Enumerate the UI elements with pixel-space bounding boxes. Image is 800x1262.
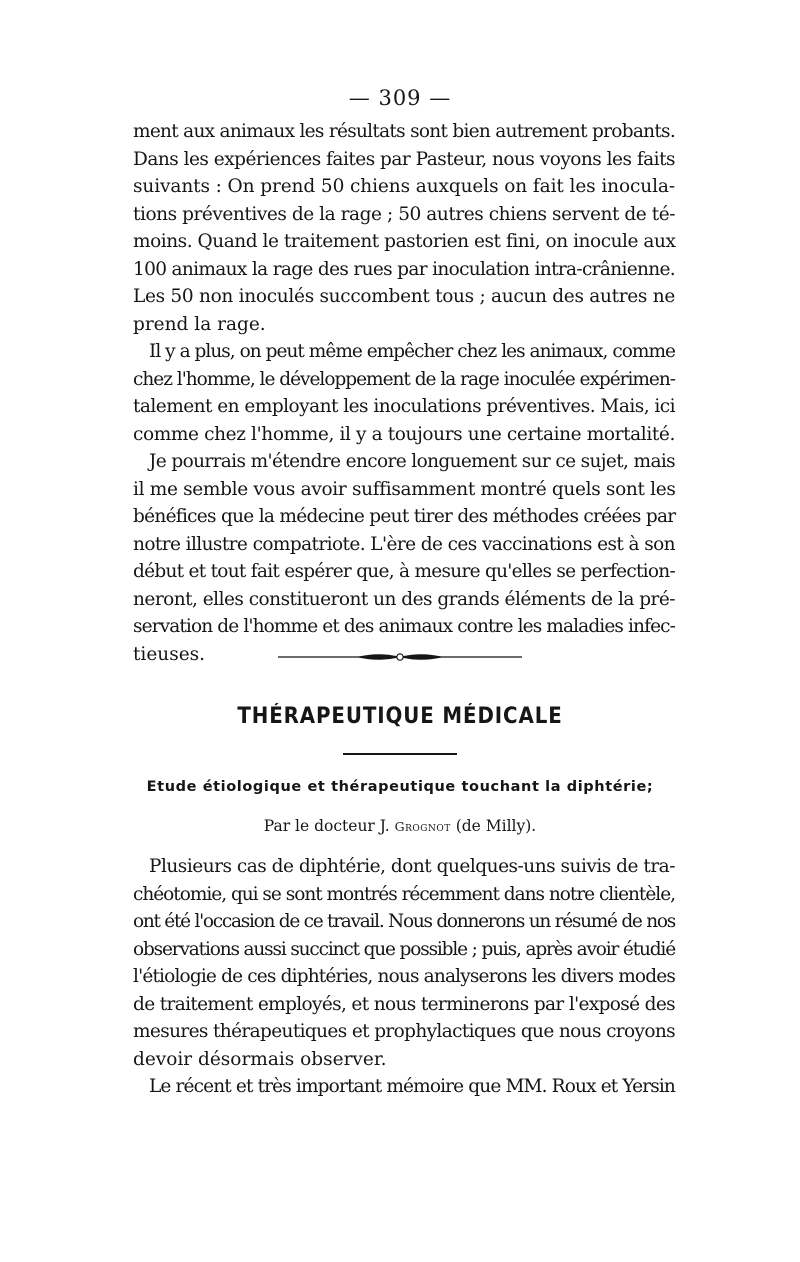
- byline-prefix: Par le docteur J.: [263, 817, 390, 835]
- text-line: servation de l'homme et des animaux contre les maladies infec-: [133, 616, 675, 637]
- article-title: Etude étiologique et thérapeutique touchant la diphtérie;: [146, 779, 654, 795]
- text-line: 100 animaux la rage des rues par inoculation intra-crânienne.: [133, 258, 675, 280]
- text-line: début et tout fait espérer que, à mesure qu'elles se perfection-: [133, 561, 675, 582]
- text-line: Il y a plus, on peut même empêcher chez les animaux, comme: [149, 341, 675, 362]
- text-line: Je pourrais m'étendre encore longuement sur ce sujet, mais: [149, 451, 675, 472]
- page-number: — 309 —: [348, 86, 452, 110]
- body-text-top: [133, 118, 675, 668]
- text-line: Plusieurs cas de diphtérie, dont quelques-uns suivis de tra-: [149, 856, 675, 877]
- heading-rule: [343, 753, 457, 755]
- byline-author: Grognot: [394, 819, 451, 834]
- byline-suffix: (de Milly).: [455, 817, 537, 835]
- body-text-bottom: [133, 853, 675, 1101]
- text-line: Dans les expériences faites par Pasteur, nous voyons les faits: [133, 148, 675, 170]
- text-line: ont été l'occasion de ce travail. Nous donnerons un résumé de nos: [133, 911, 675, 932]
- byline: [0, 817, 800, 835]
- text-line: chez l'homme, le développement de la rage inoculée expérimen-: [133, 368, 675, 390]
- text-line: prend la rage.: [133, 313, 266, 335]
- text-line: talement en employant les inoculations préventives. Mais, ici: [133, 396, 675, 417]
- text-line: de traitement employés, et nous terminerons par l'exposé des: [133, 993, 675, 1015]
- text-line: Le récent et très important mémoire que MM. Roux et Yersin: [149, 1076, 675, 1097]
- text-line: devoir désormais observer.: [133, 1048, 387, 1070]
- text-line: chéotomie, qui se sont montrés récemment dans notre clientèle,: [133, 883, 675, 905]
- text-line: mesures thérapeutiques et prophylactiques que nous croyons: [133, 1021, 675, 1042]
- ornamental-divider: [278, 650, 522, 664]
- text-line: tieuses.: [133, 643, 206, 665]
- text-line: Les 50 non inoculés succombent tous ; aucun des autres ne: [133, 286, 675, 307]
- text-line: il me semble vous avoir suffisamment montré quels sont les: [133, 478, 676, 500]
- text-line: moins. Quand le traitement pastorien est fini, on inocule aux: [133, 231, 676, 252]
- text-line: l'étiologie de ces diphtéries, nous analyserons les divers modes: [133, 966, 675, 987]
- text-line: comme chez l'homme, il y a toujours une certaine mortalité.: [133, 423, 675, 445]
- text-line: neront, elles constitueront un des grands éléments de la pré-: [133, 588, 675, 610]
- text-line: ment aux animaux les résultats sont bien autrement probants.: [133, 121, 675, 142]
- text-line: suivants : On prend 50 chiens auxquels on fait les inocula-: [133, 176, 676, 197]
- section-heading: THÉRAPEUTIQUE MÉDICALE: [237, 704, 563, 729]
- text-line: observations aussi succinct que possible ; puis, après avoir étudié: [133, 938, 675, 960]
- text-line: notre illustre compatriote. L'ère de ces vaccinations est à son: [133, 533, 676, 555]
- text-line: tions préventives de la rage ; 50 autres chiens servent de té-: [133, 203, 676, 225]
- text-line: bénéfices que la médecine peut tirer des méthodes créées par: [133, 506, 676, 527]
